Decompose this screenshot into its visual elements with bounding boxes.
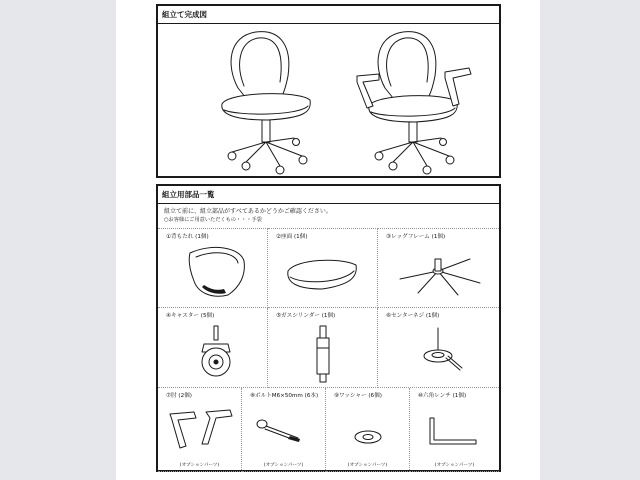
part-cell-center-screw: [378, 308, 499, 388]
part-label: ④キャスター (5個): [166, 313, 215, 319]
part-label: ⑦肘 (2個): [166, 393, 192, 399]
bolt-icon: [254, 414, 314, 454]
part-label: ②座面 (1個): [276, 234, 308, 240]
seat-cushion-icon: [282, 249, 362, 299]
part-label: ③レッグフレーム (1個): [386, 234, 446, 240]
armrest-icon: [166, 404, 236, 454]
part-label: ①背もたれ (1個): [166, 234, 209, 240]
manual-page: [116, 0, 540, 480]
part-cell-leg-frame: [378, 228, 499, 308]
part-cell-gas-cylinder: [268, 308, 378, 388]
parts-list-section: [156, 184, 501, 472]
part-label: ⑤ガスシリンダー (1個): [276, 313, 336, 319]
part-cell-backrest: [158, 228, 268, 308]
optional-parts-note: (オプションパーツ): [347, 463, 388, 468]
part-label: ⑨ワッシャー (6個): [334, 393, 382, 399]
part-cell-seat: [268, 228, 378, 308]
part-cell-hex-wrench: [410, 388, 499, 472]
section-title-complete: 組立て完成図: [158, 6, 499, 24]
chair-without-arms-icon: [208, 26, 318, 176]
center-screw-icon: [408, 324, 468, 380]
part-label: ⑧ボルトM6×50mm (6本): [250, 393, 319, 399]
part-cell-caster: [158, 308, 268, 388]
completed-assembly-section: [156, 4, 501, 178]
leg-frame-icon: [388, 249, 488, 299]
part-label: ⑥センターネジ (1個): [386, 313, 440, 319]
caster-icon: [192, 324, 242, 380]
optional-parts-note: (オプションパーツ): [434, 463, 475, 468]
part-cell-bolt: [242, 388, 326, 472]
part-cell-armrest: [158, 388, 242, 472]
intro-text: [164, 207, 332, 225]
chair-with-arms-icon: [343, 26, 483, 176]
hex-wrench-icon: [424, 412, 484, 452]
optional-parts-note: (オプションパーツ): [179, 463, 220, 468]
intro-line-check: 組立て前に、組立部品がすべてあるかどうかご確認ください。: [164, 208, 332, 215]
intro-line-gloves: ○お客様にご用意いただくもの・・・手袋: [164, 217, 262, 223]
gas-cylinder-icon: [308, 324, 338, 384]
washer-icon: [348, 422, 388, 452]
part-label: ⑩六角レンチ (1個): [418, 393, 467, 399]
section-title-parts: 組立用部品一覧: [158, 186, 499, 204]
backrest-icon: [182, 243, 252, 299]
part-cell-washer: [326, 388, 410, 472]
optional-parts-note: (オプションパーツ): [263, 463, 304, 468]
